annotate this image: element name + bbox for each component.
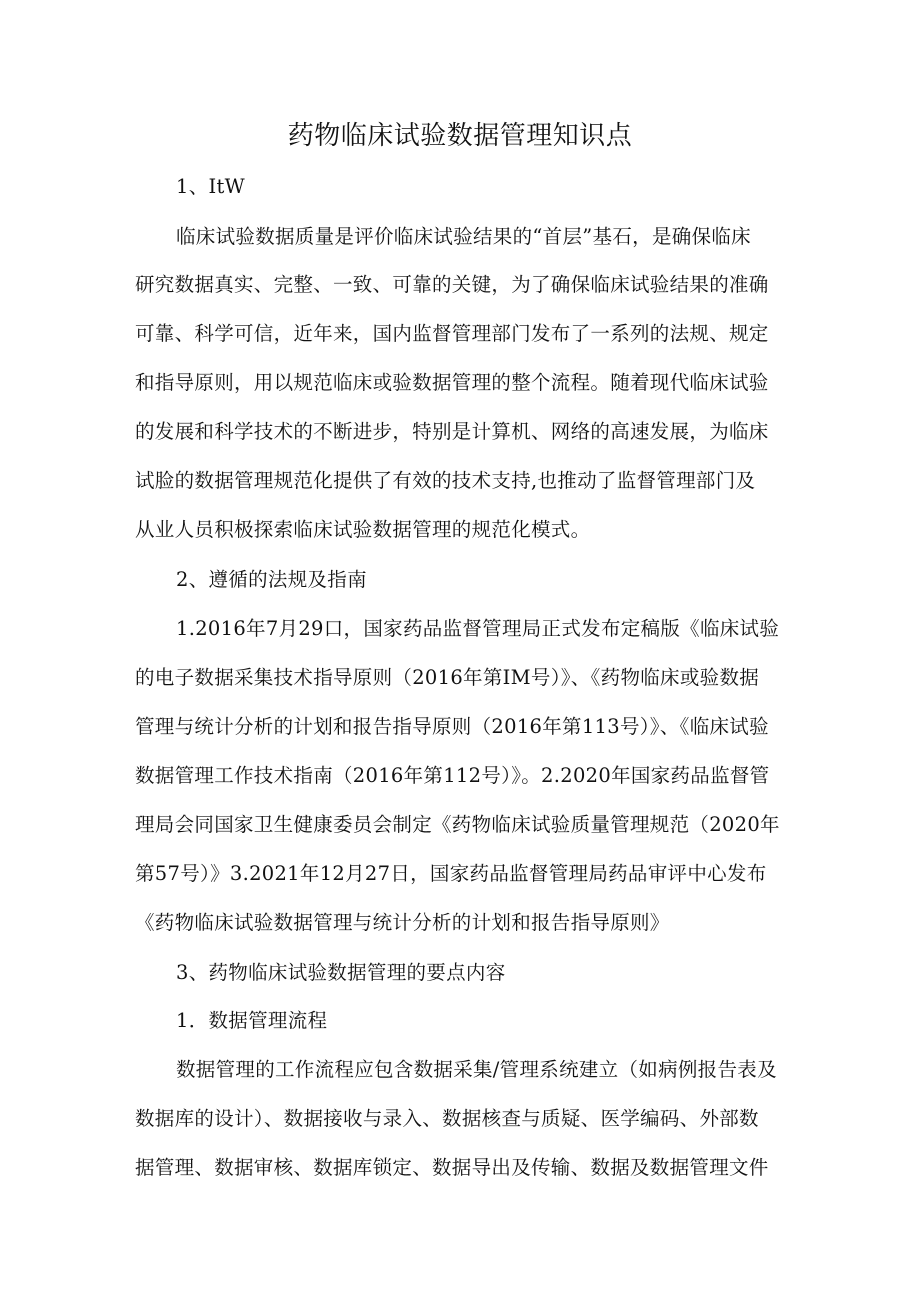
section-heading-2: 2、遵循的法规及指南	[176, 568, 367, 591]
paragraph-line: 从业人员积极探索临床试验数据管理的规范化模式。	[135, 518, 591, 541]
paragraph-line: 临床试验数据质量是评价临床试验结果的“首层”基石，是确保临床	[176, 225, 751, 248]
section-heading-3: 3、药物临床试验数据管理的要点内容	[176, 961, 506, 984]
paragraph-line: 数据库的设计）、数据接收与录入、数据核查与质疑、医学编码、外部数	[135, 1107, 759, 1130]
paragraph-line: 可靠、科学可信，近年来，国内监督管理部门发布了一系列的法规、规定	[135, 322, 769, 345]
paragraph-line: 和指导原则，用以规范临床或验数据管理的整个流程。随着现代临床试验	[135, 371, 769, 394]
paragraph-line: 据管理、数据审核、数据库锁定、数据导出及传输、数据及数据管理文件	[135, 1156, 769, 1179]
paragraph-line: 试脸的数据管理规范化提供了有效的技术支持,也推动了监督管理部门及	[135, 469, 756, 492]
paragraph-line: 理局会同国家卫生健康委员会制定《药物临床试验质量管理规范（2020年	[135, 813, 780, 836]
paragraph-line: 的发展和科学技术的不断进步，特别是计算机、网络的高速发展，为临床	[135, 420, 769, 443]
paragraph-line: 研究数据真实、完整、一致、可靠的关键，为了确保临床试验结果的准确	[135, 273, 769, 296]
subsection-heading: 1．数据管理流程	[176, 1009, 328, 1032]
paragraph-line: 数据管理的工作流程应包含数据采集/管理系统建立（如病例报告表及	[176, 1058, 777, 1081]
section-heading-1: 1、ItW	[176, 175, 245, 198]
paragraph-line: 的电子数据采集技术指导原则（2016年第IM号）》、《药物临床或验数据	[135, 666, 760, 689]
paragraph-line: 《药物临床试验数据管理与统计分析的计划和报告指导原则》	[135, 911, 670, 934]
paragraph-line: 1.2016年7月29口，国家药品监督管理局正式发布定稿版《临床试验	[176, 617, 780, 640]
paragraph-line: 数据管理工作技术指南（2016年第112号）》。2.2020年国家药品监督管	[135, 764, 770, 787]
paragraph-line: 管理与统计分析的计划和报告指导原则（2016年第113号）》、《临床试验	[135, 715, 769, 738]
paragraph-line: 第57号）》3.2021年12月27日，国家药品监督管理局药品审评中心发布	[135, 862, 767, 885]
document-title: 药物临床试验数据管理知识点	[287, 121, 633, 151]
